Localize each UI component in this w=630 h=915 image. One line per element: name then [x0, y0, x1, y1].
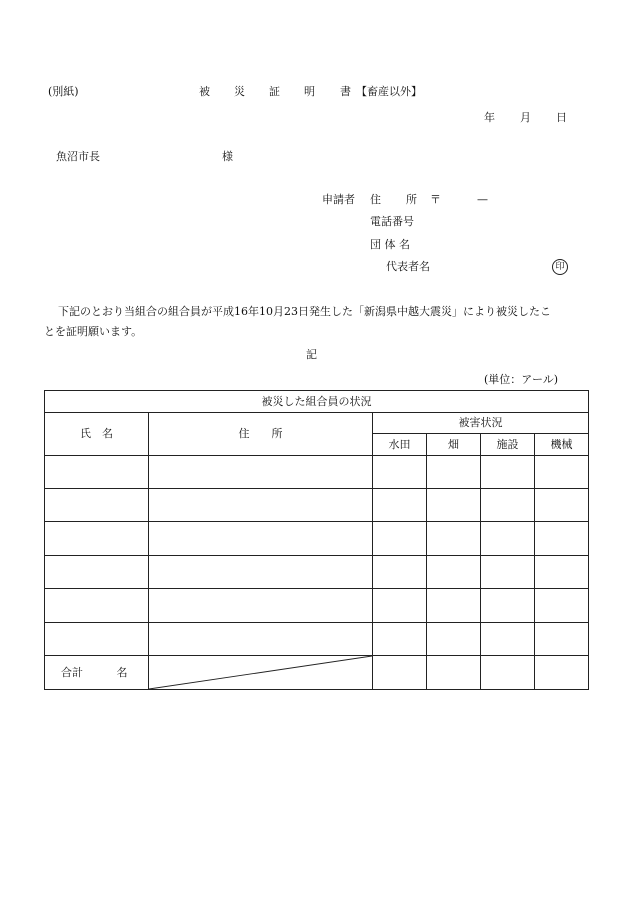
total-unit: 名	[116, 665, 128, 679]
document-title-char-5: 書	[340, 85, 351, 98]
cell-paddy	[373, 623, 427, 656]
body-line-1: 下記のとおり当組合の組合員が平成16年10月23日発生した「新潟県中越大震災」により被災したこ	[58, 305, 551, 318]
column-header-damage: 被害状況	[373, 413, 589, 434]
table-total-row	[45, 656, 589, 690]
table-row	[45, 623, 589, 656]
table-row	[45, 556, 589, 589]
addressee-name: 魚沼市長	[56, 150, 100, 163]
cell-name	[45, 489, 149, 522]
applicant-label: 申請者	[322, 193, 355, 206]
cell-machinery	[535, 489, 589, 522]
representative-label: 代表者名	[386, 260, 430, 273]
damage-table	[44, 390, 589, 690]
ki-heading: 記	[306, 348, 317, 361]
applicant-address-label-2: 所	[406, 193, 417, 206]
cell-machinery	[535, 456, 589, 489]
cell-address	[149, 589, 373, 623]
cell-name	[45, 556, 149, 589]
cell-facility	[481, 589, 535, 623]
cell-name	[45, 522, 149, 556]
cell-machinery	[535, 589, 589, 623]
cell-address	[149, 489, 373, 522]
applicant-address-label-1: 住	[370, 193, 381, 206]
table-caption: 被災した組合員の状況	[45, 391, 589, 413]
cell-machinery	[535, 556, 589, 589]
cell-field-total	[427, 656, 481, 690]
table-row	[45, 489, 589, 522]
cell-machinery	[535, 623, 589, 656]
cell-paddy-total	[373, 656, 427, 690]
column-header-address: 住 所	[149, 413, 373, 456]
cell-field	[427, 556, 481, 589]
table-row	[45, 589, 589, 623]
cell-field	[427, 522, 481, 556]
column-header-facility: 施設	[481, 434, 535, 456]
cell-machinery-total	[535, 656, 589, 690]
cell-address	[149, 623, 373, 656]
document-title-char-4: 明	[304, 85, 315, 98]
cell-paddy	[373, 556, 427, 589]
group-name-label: 団 体 名	[370, 238, 410, 251]
cell-address	[149, 556, 373, 589]
attachment-label: (別紙)	[48, 85, 79, 98]
document-title-char-3: 証	[269, 85, 280, 98]
cell-facility	[481, 522, 535, 556]
cell-facility	[481, 456, 535, 489]
column-header-machinery: 機械	[535, 434, 589, 456]
cell-field	[427, 489, 481, 522]
body-line-2: とを証明願います。	[44, 325, 143, 338]
cell-paddy	[373, 522, 427, 556]
cell-facility	[481, 623, 535, 656]
addressee-honorific: 様	[222, 150, 233, 163]
cell-paddy	[373, 456, 427, 489]
cell-name	[45, 589, 149, 623]
cell-field	[427, 589, 481, 623]
column-header-paddy: 水田	[373, 434, 427, 456]
table-caption-row	[45, 391, 589, 413]
date-year-label: 年	[484, 111, 495, 124]
cell-machinery	[535, 522, 589, 556]
cell-address	[149, 456, 373, 489]
cell-facility-total	[481, 656, 535, 690]
phone-label: 電話番号	[370, 215, 414, 228]
diagonal-slash-icon	[149, 656, 372, 689]
cell-field	[427, 456, 481, 489]
seal-icon	[552, 259, 568, 275]
cell-address	[149, 522, 373, 556]
postal-mark: 〒	[430, 193, 441, 206]
unit-note: (単位：アール)	[484, 373, 559, 386]
date-month-label: 月	[520, 111, 531, 124]
cell-name	[45, 456, 149, 489]
seal-mark: 印	[555, 262, 565, 272]
cell-name	[45, 623, 149, 656]
column-header-name: 氏 名	[45, 413, 149, 456]
cell-field	[427, 623, 481, 656]
cell-paddy	[373, 589, 427, 623]
table-row	[45, 522, 589, 556]
column-header-field: 畑	[427, 434, 481, 456]
postal-dash: —	[477, 193, 488, 206]
total-label-cell	[45, 656, 149, 690]
total-address-cell-slashed	[149, 656, 373, 690]
document-title-char-1: 被	[199, 85, 210, 98]
date-day-label: 日	[556, 111, 567, 124]
document-title-note: 【畜産以外】	[356, 85, 422, 98]
table-header-row-1	[45, 413, 589, 434]
total-label: 合計	[61, 665, 83, 679]
table-row	[45, 456, 589, 489]
cell-facility	[481, 489, 535, 522]
cell-paddy	[373, 489, 427, 522]
cell-facility	[481, 556, 535, 589]
document-title-char-2: 災	[234, 85, 245, 98]
